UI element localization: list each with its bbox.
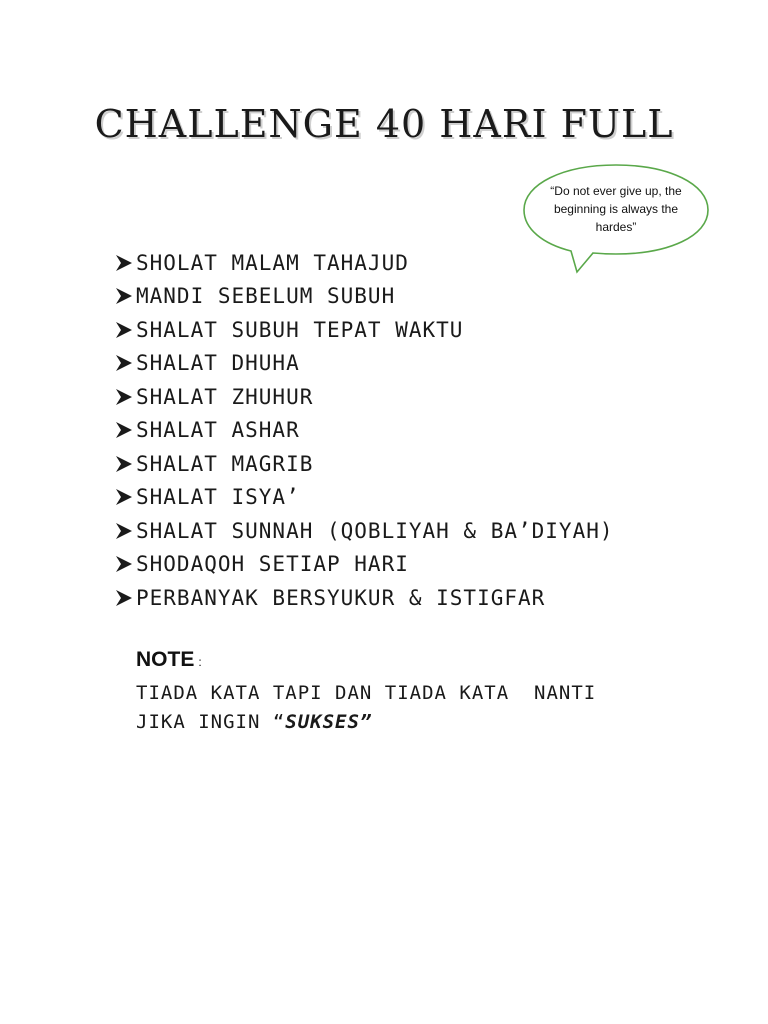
arrow-right-icon [114, 253, 134, 273]
checklist-item-label: SHOLAT MALAM TAHAJUD [136, 250, 409, 275]
arrow-right-icon [114, 454, 134, 474]
arrow-right-icon [114, 320, 134, 340]
checklist-item-label: SHALAT ASHAR [136, 418, 300, 443]
page-title: CHALLENGE 40 HARI FULL [94, 102, 674, 146]
quote-text: “Do not ever give up, the beginning is always the hardes” [550, 184, 682, 234]
arrow-right-icon [114, 487, 134, 507]
arrow-right-icon [114, 286, 134, 306]
note-line-2-prefix: JIKA INGIN “ [136, 711, 286, 733]
note-colon: : [198, 655, 202, 669]
checklist-item [114, 280, 614, 314]
checklist-item-label: SHALAT SUBUH TEPAT WAKTU [136, 317, 464, 342]
note-emphasis: SUKSES” [285, 711, 373, 733]
checklist-item [114, 581, 614, 615]
arrow-right-icon [114, 420, 134, 440]
checklist-item-label: SHALAT MAGRIB [136, 451, 314, 476]
arrow-right-icon [114, 353, 134, 373]
note-heading [136, 648, 202, 672]
note-line-2 [136, 708, 596, 737]
challenge-list [114, 246, 614, 615]
note-body [136, 679, 596, 737]
checklist-item [114, 313, 614, 347]
arrow-right-icon [114, 588, 134, 608]
checklist-item [114, 548, 614, 582]
checklist-item-label: PERBANYAK BERSYUKUR & ISTIGFAR [136, 585, 546, 610]
checklist-item-label: SHALAT SUNNAH (QOBLIYAH & BA’DIYAH) [136, 518, 614, 543]
arrow-right-icon [114, 521, 134, 541]
checklist-item [114, 481, 614, 515]
checklist-item-label: SHODAQOH SETIAP HARI [136, 552, 409, 577]
note-line-1: TIADA KATA TAPI DAN TIADA KATA NANTI [136, 682, 597, 704]
checklist-item [114, 447, 614, 481]
arrow-right-icon [114, 554, 134, 574]
checklist-item [114, 514, 614, 548]
note-label: NOTE [136, 648, 195, 671]
checklist-item [114, 380, 614, 414]
arrow-right-icon [114, 387, 134, 407]
checklist-item-label: SHALAT ISYA’ [136, 485, 300, 510]
checklist-item [114, 414, 614, 448]
checklist-item-label: SHALAT DHUHA [136, 351, 300, 376]
checklist-item-label: MANDI SEBELUM SUBUH [136, 284, 396, 309]
checklist-item [114, 246, 614, 280]
checklist-item [114, 347, 614, 381]
checklist-item-label: SHALAT ZHUHUR [136, 384, 314, 409]
